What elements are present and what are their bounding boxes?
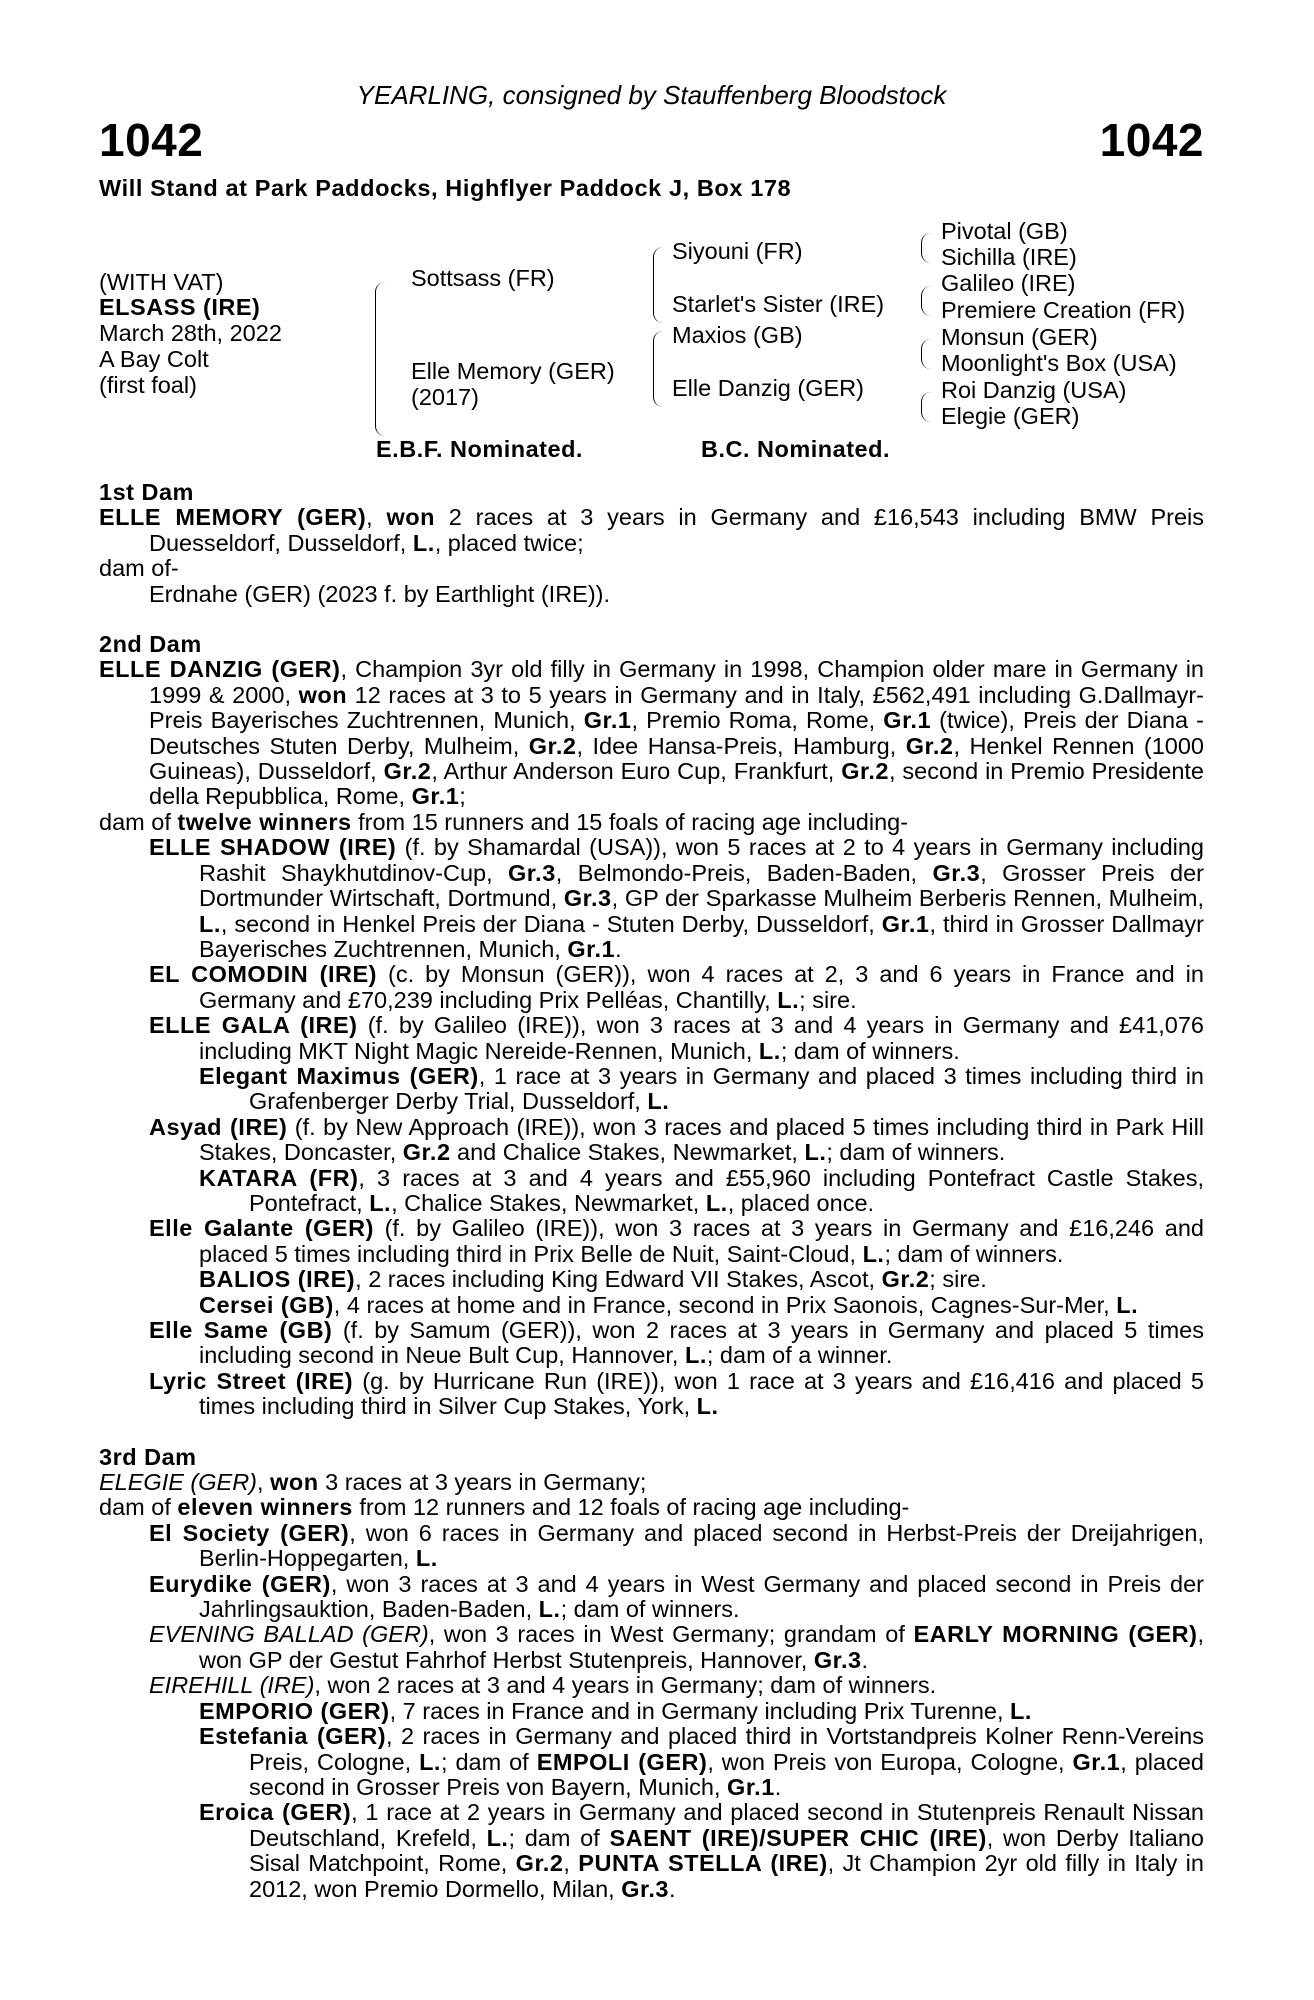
- produce-evening-ballad: EVENING BALLAD (GER), won 3 races in West Germany; grandam of EARLY MORNING (GER), won GP der Gestut Fahrhof Herbst Stutenpreis, Hannover, Gr.3.: [149, 1621, 1204, 1673]
- brace-dam-parents: [653, 331, 666, 407]
- third-dam-entry: ELEGIE (GER), won 3 races at 3 years in Germany;: [99, 1469, 647, 1496]
- horse-name: ELSASS (IRE): [99, 294, 261, 320]
- dam-sire: Maxios (GB): [672, 322, 803, 348]
- consignment-line: YEARLING, consigned by Stauffenberg Bloodstock: [356, 80, 947, 110]
- great-grandsire-4: Roi Danzig (USA): [941, 377, 1127, 403]
- produce-eroica: Eroica (GER), 1 race at 2 years in Germany and placed second in Stutenpreis Renault Nissan Deutschland, Krefeld, L.; dam of SAENT (IRE)/SUPER CHIC (IRE), won Derby Italiano Sisal Matchpoint, Rome, Gr.2, PUNTA STELLA (IRE), Jt Champion 2yr old filly in Italy in 2012, won Premio Dormello, Milan, Gr.3.: [199, 1799, 1204, 1902]
- pedigree-table: [99, 200, 1204, 510]
- stand-location: Will Stand at Park Paddocks, Highflyer Paddock J, Box 178: [99, 175, 792, 201]
- produce-lyric-street: Lyric Street (IRE) (g. by Hurricane Run (IRE)), won 1 race at 3 years and £16,416 and placed 5 times including third in Silver Cup Stakes, York, L.: [149, 1367, 1204, 1420]
- produce-elle-shadow: ELLE SHADOW (IRE) (f. by Shamardal (USA)), won 5 races at 2 to 4 years in Germany including Rashit Shaykhutdinov-Cup, Gr.3, Belmondo-Preis, Baden-Baden, Gr.3, Grosser Preis der Dortmunder Wirtschaft, Dortmund, Gr.3, GP der Sparkasse Mulheim Berberis Rennen, Mulheim, L., second in Henkel Preis der Diana - Stuten Derby, Dusseldorf, Gr.1, third in Grosser Dallmayr Bayerisches Zuchtrennen, Munich, Gr.1.: [149, 834, 1204, 962]
- produce-elle-gala: ELLE GALA (IRE) (f. by Galileo (IRE)), won 3 races at 3 and 4 years in Germany and £41,076 including MKT Night Magic Nereide-Rennen, Munich, L.; dam of winners.: [149, 1012, 1205, 1064]
- lot-number-right: 1042: [1099, 114, 1204, 166]
- sire: Sottsass (FR): [411, 265, 555, 291]
- produce-eurydike: Eurydike (GER), won 3 races at 3 and 4 years in West Germany and placed second in Preis der Jahrlingsauktion, Baden-Baden, L.; dam of winners.: [149, 1570, 1204, 1623]
- dam: Elle Memory (GER): [411, 358, 615, 384]
- brace-gg2: [921, 286, 934, 316]
- horse-description: A Bay Colt: [99, 346, 209, 372]
- produce-cersei: Cersei (GB), 4 races at home and in France, second in Prix Saonois, Cagnes-Sur-Mer, L.: [199, 1291, 1139, 1318]
- great-granddam-1: Sichilla (IRE): [941, 244, 1077, 270]
- sire-dam: Starlet's Sister (IRE): [672, 291, 885, 317]
- first-foal-note: (first foal): [99, 372, 197, 398]
- third-dam-heading: 3rd Dam: [99, 1443, 197, 1470]
- produce-balios: BALIOS (IRE), 2 races including King Edward VII Stakes, Ascot, Gr.2; sire.: [199, 1266, 987, 1293]
- first-dam-heading: 1st Dam: [99, 479, 194, 505]
- brace-gg4: [921, 392, 934, 422]
- brace-sire-parents: [653, 247, 666, 323]
- produce-elle-galante: Elle Galante (GER) (f. by Galileo (IRE)), won 3 races at 3 years in Germany and £16,246 and placed 5 times including third in Prix Belle de Nuit, Saint-Cloud, L.; dam of winners.: [149, 1215, 1204, 1267]
- produce-el-comodin: EL COMODIN (IRE) (c. by Monsun (GER)), won 4 races at 2, 3 and 6 years in France and in Germany and £70,239 including Prix Pelléas, Chantilly, L.; sire.: [149, 961, 1204, 1013]
- dam-dam: Elle Danzig (GER): [672, 375, 864, 401]
- brace-gg1: [921, 233, 934, 263]
- produce-katara: KATARA (FR), 3 races at 3 and 4 years and £55,960 including Pontefract Castle Stakes, Pontefract, L., Chalice Stakes, Newmarket, L., placed once.: [199, 1164, 1204, 1216]
- brace-parents: [375, 282, 388, 436]
- catalogue-body: [99, 480, 1204, 1902]
- brace-gg3: [921, 339, 934, 369]
- second-dam-entry: ELLE DANZIG (GER), Champion 3yr old filly in Germany in 1998, Champion older mare in Germany in 1999 & 2000, won 12 races at 3 to 5 years in Germany and in Italy, £562,491 including G.Dallmayr-Preis Bayerisches Zuchtrennen, Munich, Gr.1, Premio Roma, Rome, Gr.1 (twice), Preis der Diana - Deutsches Stuten Derby, Mulheim, Gr.2, Idee Hansa-Preis, Hamburg, Gr.2, Henkel Rennen (1000 Guineas), Dusseldorf, Gr.2, Arthur Anderson Euro Cup, Frankfurt, Gr.2, second in Premio Presidente della Repubblica, Rome, Gr.1;: [99, 656, 1205, 810]
- great-grandsire-1: Pivotal (GB): [941, 218, 1068, 244]
- bc-nomination: B.C. Nominated.: [701, 436, 890, 462]
- second-dam-heading: 2nd Dam: [99, 631, 202, 658]
- lot-number-left: 1042: [99, 114, 204, 166]
- second-dam-damof: dam of twelve winners from 15 runners and 15 foals of racing age including-: [99, 808, 909, 835]
- produce-elle-same: Elle Same (GB) (f. by Samum (GER)), won 2 races at 3 years in Germany and placed 5 times including second in Neue Bult Cup, Hannover, L.; dam of a winner.: [149, 1317, 1204, 1369]
- first-dam-foal: Erdnahe (GER) (2023 f. by Earthlight (IRE)).: [149, 580, 611, 607]
- vat-note: (WITH VAT): [99, 269, 224, 295]
- great-grandsire-2: Galileo (IRE): [941, 270, 1076, 296]
- great-granddam-4: Elegie (GER): [941, 403, 1080, 429]
- great-grandsire-3: Monsun (GER): [941, 324, 1098, 350]
- great-granddam-3: Moonlight's Box (USA): [941, 350, 1177, 376]
- first-dam-entry: ELLE MEMORY (GER), won 2 races at 3 years in Germany and £16,543 including BMW Preis Duesseldorf, Dusseldorf, L., placed twice;: [99, 504, 1204, 556]
- sire-sire: Siyouni (FR): [672, 238, 803, 264]
- first-dam-damof: dam of-: [99, 555, 179, 582]
- produce-asyad: Asyad (IRE) (f. by New Approach (IRE)), won 3 races and placed 5 times including third in Park Hill Stakes, Doncaster, Gr.2 and Chalice Stakes, Newmarket, L.; dam of winners.: [149, 1113, 1205, 1166]
- produce-el-society: El Society (GER), won 6 races in Germany and placed second in Herbst-Preis der Dreijahrigen, Berlin-Hoppegarten, L.: [149, 1519, 1204, 1572]
- ebf-nomination: E.B.F. Nominated.: [376, 436, 583, 462]
- great-granddam-2: Premiere Creation (FR): [941, 297, 1186, 323]
- produce-elegant-maximus: Elegant Maximus (GER), 1 race at 3 years in Germany and placed 3 times including third in Grafenberger Derby Trial, Dusseldorf, L.: [199, 1062, 1204, 1115]
- dam-year: (2017): [411, 384, 479, 410]
- produce-estefania: Estefania (GER), 2 races in Germany and placed third in Vortstandpreis Kolner Renn-Vereins Preis, Cologne, L.; dam of EMPOLI (GER), won Preis von Europa, Cologne, Gr.1, placed second in Grosser Preis von Bayern, Munich, Gr.1.: [199, 1723, 1205, 1800]
- produce-eirehill: EIREHILL (IRE), won 2 races at 3 and 4 years in Germany; dam of winners.: [149, 1672, 937, 1699]
- foaling-date: March 28th, 2022: [99, 320, 282, 346]
- third-dam-damof: dam of eleven winners from 12 runners and 12 foals of racing age including-: [99, 1494, 910, 1521]
- produce-emporio: EMPORIO (GER), 7 races in France and in Germany including Prix Turenne, L.: [199, 1697, 1032, 1724]
